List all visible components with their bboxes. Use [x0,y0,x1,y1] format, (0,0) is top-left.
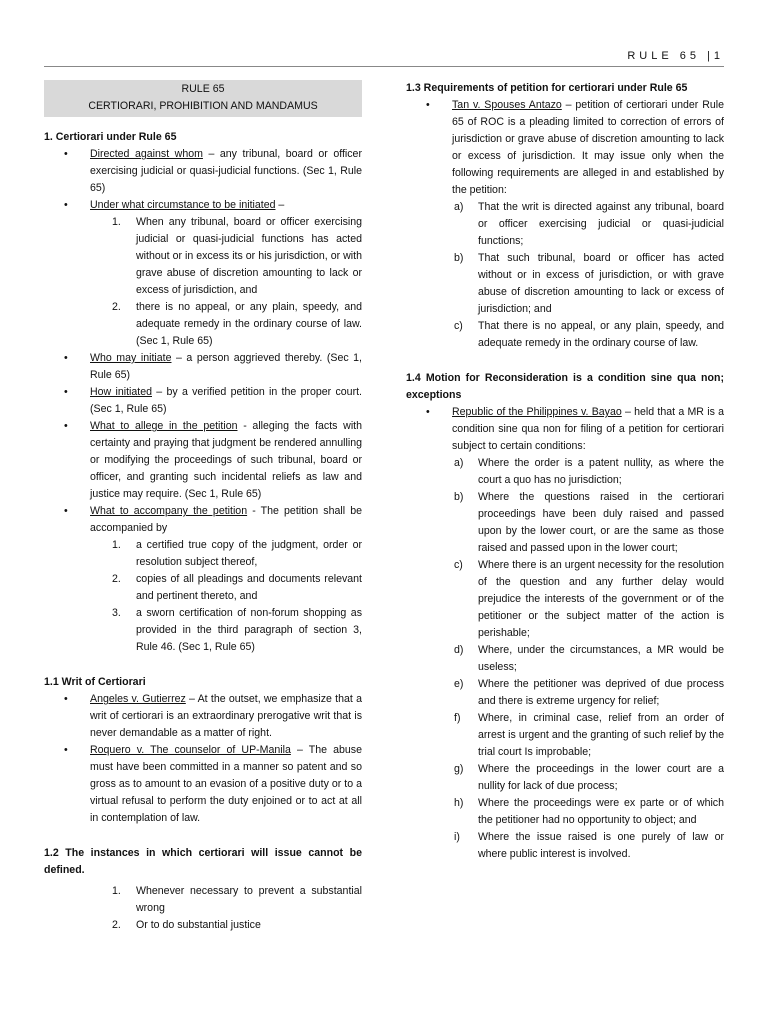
list-item: 1. When any tribunal, board or officer exercising judicial or quasi-judicial functions has acted without or in excess its or his jurisdiction, or with grave abuse of discretion amounting to lack or excess of jurisdiction, and [112,216,362,296]
right-column [406,80,724,863]
bullet-directed-against [44,146,362,197]
bullet-what-to-accompany [44,503,362,537]
list-item: i) Where the issue raised is one purely of law or where public interest is involved. [454,831,724,860]
requirements-list [454,199,724,352]
text: - alleging the facts with certainty and praying that judgment be rendered annulling or modifying the proceedings of such tribunal, board or officer, and granting such incidental reliefs as law and justice may require. (Sec 1, Rule 65) [90,420,363,500]
section-1-2-heading: 1.2 The instances in which certiorari will issue cannot be defined. [44,847,362,876]
case-name: Republic of the Philippines v. Bayao [452,406,622,418]
bullet-who-may-initiate [44,350,362,384]
page-header: RULE 65 |1 [627,50,724,62]
list-item: 3. a sworn certification of non-forum shopping as provided in the third paragraph of section 3, Rule 46. (Sec 1, Rule 65) [112,607,362,653]
text: – The abuse must have been committed in a manner so patent and so gross as to amount to an evasion of a positive duty or to a virtual refusal to perform the duty enjoined or to act at all in contemplation of law. [90,744,362,824]
list-item: c) Where there is an urgent necessity for the resolution of the question and any further delay would prejudice the interests of the government or of the petitioner or the subject matter of the action is perishable; [454,559,724,639]
list-item: d) Where, under the circumstances, a MR would be useless; [454,644,724,673]
term: Directed against whom [90,148,203,160]
case-name: Roquero v. The counselor of UP-Manila [90,744,291,756]
list-item: e) Where the petitioner was deprived of due process and there is extreme urgency for relief; [454,678,724,707]
left-column [44,80,362,934]
case-name: Angeles v. Gutierrez [90,693,186,705]
rule-title: RULE 65 [181,83,225,95]
term: How initiated [90,386,152,398]
list-item: 1. Whenever necessary to prevent a substantial wrong [112,885,362,914]
case-roquero [44,742,362,827]
rule-subtitle: CERTIORARI, PROHIBITION AND MANDAMUS [88,100,318,112]
text: – held that a MR is a condition sine qua non for filing of a petition for certiorari subject to certain conditions: [452,406,725,452]
circumstance-list [90,214,362,350]
accompany-list [90,537,362,656]
list-item: 1. a certified true copy of the judgment, order or resolution subject thereof, [112,539,362,568]
text: – by a verified petition in the proper court. (Sec 1, Rule 65) [90,386,362,415]
text: – [275,199,285,211]
title-box [44,80,362,117]
case-name: Tan v. Spouses Antazo [452,99,562,111]
section-1-3-heading: 1.3 Requirements of petition for certiorari under Rule 65 [406,82,688,94]
term: Who may initiate [90,352,172,364]
text: - The petition shall be accompanied by [90,505,362,534]
term: What to accompany the petition [90,505,248,517]
list-item: 2. there is no appeal, or any plain, speedy, and adequate remedy in the ordinary course of law. (Sec 1, Rule 65) [112,301,362,347]
text: – petition of certiorari under Rule 65 of ROC is a pleading limited to correction of errors of jurisdiction or grave abuse of discretion amounting to lack or excess of jurisdiction. It may issue only when the following requirements are alleged in and established by the petition: [452,99,724,196]
case-tan [406,97,724,199]
section-1-4-heading: 1.4 Motion for Reconsideration is a condition sine qua non; exceptions [406,372,724,401]
case-angeles [44,691,362,742]
section-1-heading: 1. Certiorari under Rule 65 [44,131,177,143]
text: – At the outset, we emphasize that a writ of certiorari is an extraordinary prerogative writ that is never demandable as a matter of right. [90,693,362,739]
instances-list [90,883,362,934]
list-item: a) That the writ is directed against any tribunal, board or officer exercising judicial or quasi-judicial functions; [454,201,724,247]
list-item: f) Where, in criminal case, relief from an order of arrest is urgent and the granting of such relief by the trial court Is improbable; [454,712,724,758]
header-divider [44,66,724,67]
list-item: b) That such tribunal, board or officer has acted without or in excess of jurisdiction, or with grave abuse of discretion amounting to lack or excess of jurisdiction; and [454,252,724,315]
bullet-circumstance [44,197,362,214]
bullet-what-to-allege [44,418,362,503]
term: What to allege in the petition [90,420,238,432]
list-item: c) That there is no appeal, or any plain, speedy, and adequate remedy in the ordinary course of law. [454,320,724,349]
bullet-how-initiated [44,384,362,418]
list-item: 2. Or to do substantial justice [112,919,261,931]
text: – any tribunal, board or officer exercising judicial or quasi-judicial functions. (Sec 1, Rule 65) [90,148,362,194]
exceptions-list [454,455,724,863]
list-item: 2. copies of all pleadings and documents relevant and pertinent thereto, and [112,573,362,602]
case-bayao [406,404,724,455]
term: Under what circumstance to be initiated [90,199,276,211]
section-1-1-heading: 1.1 Writ of Certiorari [44,676,146,688]
list-item: b) Where the questions raised in the certiorari proceedings have been duly raised and passed upon by the lower court, or are the same as those raised and passed upon in the lower court; [454,491,724,554]
list-item: a) Where the order is a patent nullity, as where the court a quo has no jurisdiction; [454,457,724,486]
list-item: h) Where the proceedings were ex parte or of which the petitioner had no opportunity to object; and [454,797,724,826]
text: – a person aggrieved thereby. (Sec 1, Rule 65) [90,352,362,381]
list-item: g) Where the proceedings in the lower court are a nullity for lack of due process; [454,763,724,792]
